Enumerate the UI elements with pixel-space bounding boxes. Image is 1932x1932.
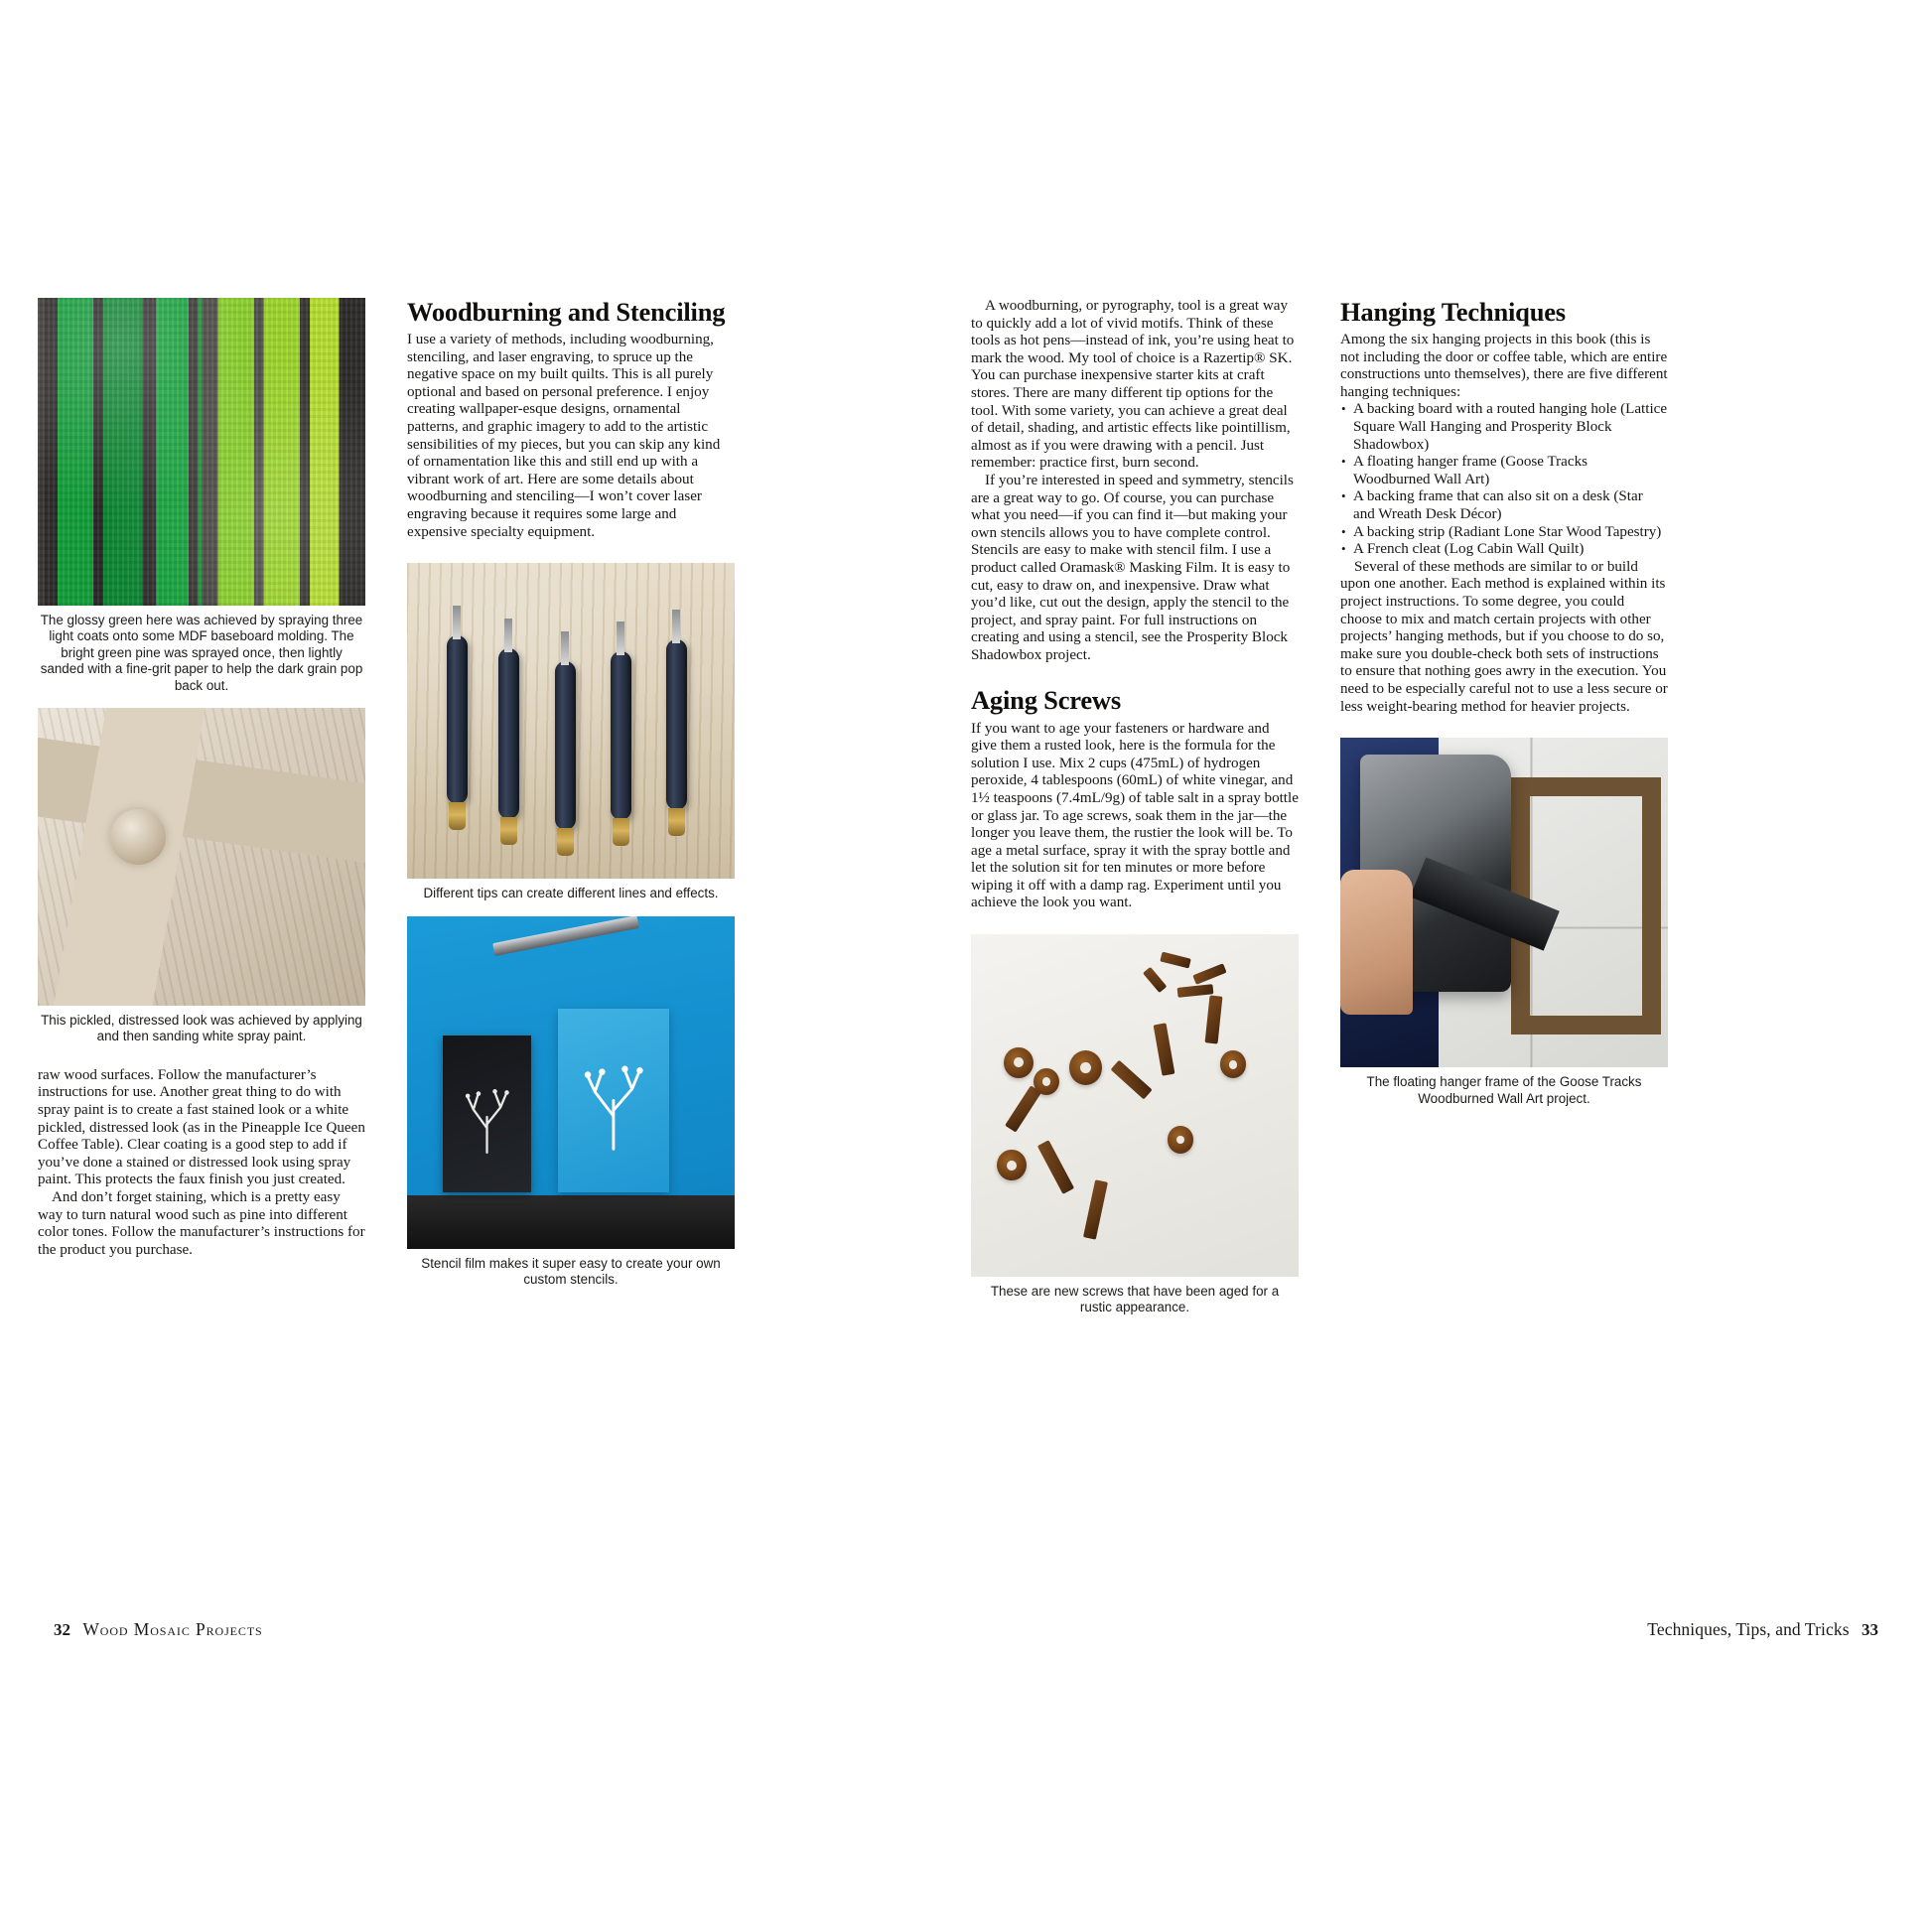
left-page xyxy=(38,297,961,1639)
page-number-left: 32 xyxy=(54,1620,70,1639)
spacer xyxy=(38,694,365,708)
washer xyxy=(1168,1126,1193,1154)
column1-paragraph-2: And don’t forget staining, which is a pretty easy way to turn natural wood such as pine into different color tones. Follow the manufacturer’s instructions for the product you purchase. xyxy=(38,1189,365,1258)
screw xyxy=(1111,1060,1153,1100)
column3-paragraph-1: A woodburning, or pyrography, tool is a great way to quickly add a lot of vivid motifs. Think of these tools as hot pens—instead of ink, you’re using heat to mark the wood. My tool of choice is a Razertip® SK. You can purchase inexpensive starter kits at craft stores. There are many different tip options for the tool. With some variety, you can achieve a great deal of detail, shading, and artistic effects like pointillism, almost as if you were drawing with a pencil. Just remember: practice first, burn second. xyxy=(971,298,1295,472)
heading-hanging-techniques: Hanging Techniques xyxy=(1340,297,1566,327)
hanging-techniques-list xyxy=(1340,401,1668,558)
stencil-card-film xyxy=(558,1009,669,1191)
figure-woodburning-tips xyxy=(407,563,735,901)
running-head-right: Techniques, Tips, and Tricks xyxy=(1647,1619,1850,1639)
aged-screws-photo xyxy=(971,934,1299,1277)
column-3 xyxy=(971,298,1299,1519)
spacer xyxy=(971,664,1299,686)
spacer xyxy=(971,912,1299,934)
tree-stencil-graphic xyxy=(578,1024,649,1177)
pen-tip-icon xyxy=(561,631,569,665)
washer xyxy=(997,1150,1027,1180)
list-item: • A floating hanger frame (Goose Tracks Woodburned Wall Art) xyxy=(1340,454,1668,488)
hand xyxy=(1340,870,1413,1015)
figure-stencil-film xyxy=(407,916,735,1289)
pen-ferrule xyxy=(557,828,574,856)
heading-woodburning-and-stenciling: Woodburning and Stenciling xyxy=(407,297,726,327)
screw xyxy=(1142,967,1167,994)
left-page-columns xyxy=(38,298,961,1519)
caption-woodburning-tips: Different tips can create different lines and effects. xyxy=(423,886,719,901)
spacer xyxy=(407,541,735,563)
footer-right-page xyxy=(1647,1619,1878,1640)
caption-pickled-joint: This pickled, distressed look was achieved by applying and then sanding white spray paint. xyxy=(41,1013,362,1044)
pen-ferrule xyxy=(449,802,466,830)
page-number-right: 33 xyxy=(1862,1620,1878,1639)
woodburning-pen xyxy=(498,648,519,819)
pen-tip-icon xyxy=(617,621,624,655)
column-2 xyxy=(407,298,735,1519)
list-item: • A backing frame that can also sit on a desk (Star and Wreath Desk Décor) xyxy=(1340,488,1668,523)
column4-closing: Several of these methods are similar to or build upon one another. Each method is explained within its project instructions. To some degree, you could choose to mix and match certain projects with other projects’ hanging methods, but if you choose to do so, make sure you double-check both sets of instructions to ensure that nothing goes awry in the execution. You need to be especially careful not to use a less secure or less weight-bearing method for heavier projects. xyxy=(1340,558,1668,715)
list-item: • A French cleat (Log Cabin Wall Quilt) xyxy=(1340,541,1668,559)
craft-knife-icon xyxy=(492,916,639,956)
glossy-green-strips-photo xyxy=(38,298,365,606)
screw xyxy=(1037,1140,1075,1194)
caption-aged-screws: These are new screws that have been aged for a rustic appearance. xyxy=(990,1284,1280,1315)
pen-ferrule xyxy=(613,818,629,846)
pen-tip-icon xyxy=(672,610,680,643)
screw xyxy=(1161,951,1191,968)
stencil-film-photo xyxy=(407,916,735,1249)
washer xyxy=(1034,1068,1059,1096)
right-page xyxy=(971,297,1894,1639)
footer-left-page xyxy=(54,1619,263,1640)
heading-aging-screws: Aging Screws xyxy=(971,685,1121,716)
woodburning-pen xyxy=(447,635,468,804)
screw xyxy=(1154,1023,1175,1075)
spacer xyxy=(38,1045,365,1067)
woodburning-tips-photo xyxy=(407,563,735,879)
running-head-left: Wood Mosaic Projects xyxy=(82,1619,263,1639)
column3-paragraph-2: If you’re interested in speed and symmetry, stencils are a great way to go. Of course, you can purchase what you need—if you can find it—but making your own stencils allows you to have complete control. Stencils are easy to make with stencil film. I use a product called Oramask® Masking Film. It is easy to cut, easy to draw on, and inexpensive. Draw what you’d like, cut out the design, apply the stencil to the project, and spray paint. For full instructions on creating and using a stencil, see the Prosperity Block Shadowbox project. xyxy=(971,472,1294,663)
column3-aging-paragraph: If you want to age your fasteners or hardware and give them a rusted look, here is the formula for the solution I use. Mix 2 cups (475mL) of hydrogen peroxide, 4 tablespoons (60mL) of white vinegar, and 1½ teaspoons (7.4mL/9g) of table salt in a spray bottle or glass jar. To age screws, soak them in the jar—the longer you leave them, the rustier the look will be. To age a metal surface, spray it with the spray bottle and let the solution sit for ten minutes or more before wiping it off with a damp rag. Experiment until you achieve the look you want. xyxy=(971,720,1299,911)
list-item: • A backing board with a routed hanging hole (Lattice Square Wall Hanging and Prosperity Block Shadowbox) xyxy=(1340,401,1668,454)
caption-stencil-film: Stencil film makes it super easy to create your own custom stencils. xyxy=(421,1255,721,1288)
column1-paragraph-1: raw wood surfaces. Follow the manufacturer’s instructions for use. Another great thing to do with spray paint is to create a fast stained look or a white pickled, distressed look (as in the Pineapple Ice Queen Coffee Table). Clear coating is a good step to add if you’ve done a stained or distressed look using spray paint. This protects the faux finish you just created. xyxy=(38,1066,365,1188)
floating-hanger-frame-photo xyxy=(1340,738,1668,1067)
column2-paragraph-1: I use a variety of methods, including woodburning, stenciling, and laser engraving, to spruce up the negative space on my built quilts. This is all purely optional and based on personal preference. I enjoy creating wallpaper-esque designs, ornamental patterns, and graphic imagery to add to the artistic sensibilities of my pieces, but you can skip any kind of ornamentation like this and still end up with a vibrant work of art. Here are some details about woodburning and stenciling—I won’t cover laser engraving because it requires some large and expensive specialty equipment. xyxy=(407,332,721,540)
screw xyxy=(1204,996,1222,1044)
spacer xyxy=(1340,716,1668,738)
caption-floating-hanger-frame: The floating hanger frame of the Goose Tracks Woodburned Wall Art project. xyxy=(1366,1074,1642,1106)
washer xyxy=(1220,1050,1246,1078)
column-1 xyxy=(38,298,365,1519)
spacer xyxy=(407,902,735,916)
pen-tip-icon xyxy=(504,619,512,652)
screw xyxy=(1176,984,1213,998)
washer xyxy=(1004,1047,1034,1078)
woodburning-pen xyxy=(611,651,631,820)
list-item: • A backing strip (Radiant Lone Star Wood Tapestry) xyxy=(1340,524,1668,542)
tree-stencil-graphic xyxy=(459,1048,515,1179)
screw xyxy=(1083,1180,1108,1240)
screw xyxy=(1005,1085,1041,1133)
washer xyxy=(1069,1050,1102,1085)
woodburning-pen xyxy=(666,639,687,810)
screw xyxy=(1193,963,1227,985)
pen-tip-icon xyxy=(453,606,461,639)
stencil-card-dark xyxy=(443,1035,531,1191)
pickled-distressed-frame-photo xyxy=(38,708,365,1006)
woodburning-pen xyxy=(555,661,576,830)
right-page-columns xyxy=(971,298,1894,1519)
figure-aged-screws xyxy=(971,934,1299,1316)
caption-glossy-green: The glossy green here was achieved by spraying three light coats onto some MDF baseboard molding. The bright green pine was sprayed once, then lightly sanded with a fine-grit paper to help the dark grain pop back out. xyxy=(40,613,363,693)
pen-ferrule xyxy=(500,817,517,845)
column4-intro: Among the six hanging projects in this book (this is not including the door or coffee table, which are entire constructions unto themselves), there are five different hanging techniques: xyxy=(1340,332,1668,400)
figure-glossy-green xyxy=(38,298,365,694)
figure-pickled-joint xyxy=(38,708,365,1045)
column-4 xyxy=(1340,298,1668,1519)
pen-ferrule xyxy=(668,808,685,836)
figure-floating-hanger-frame xyxy=(1340,738,1668,1107)
